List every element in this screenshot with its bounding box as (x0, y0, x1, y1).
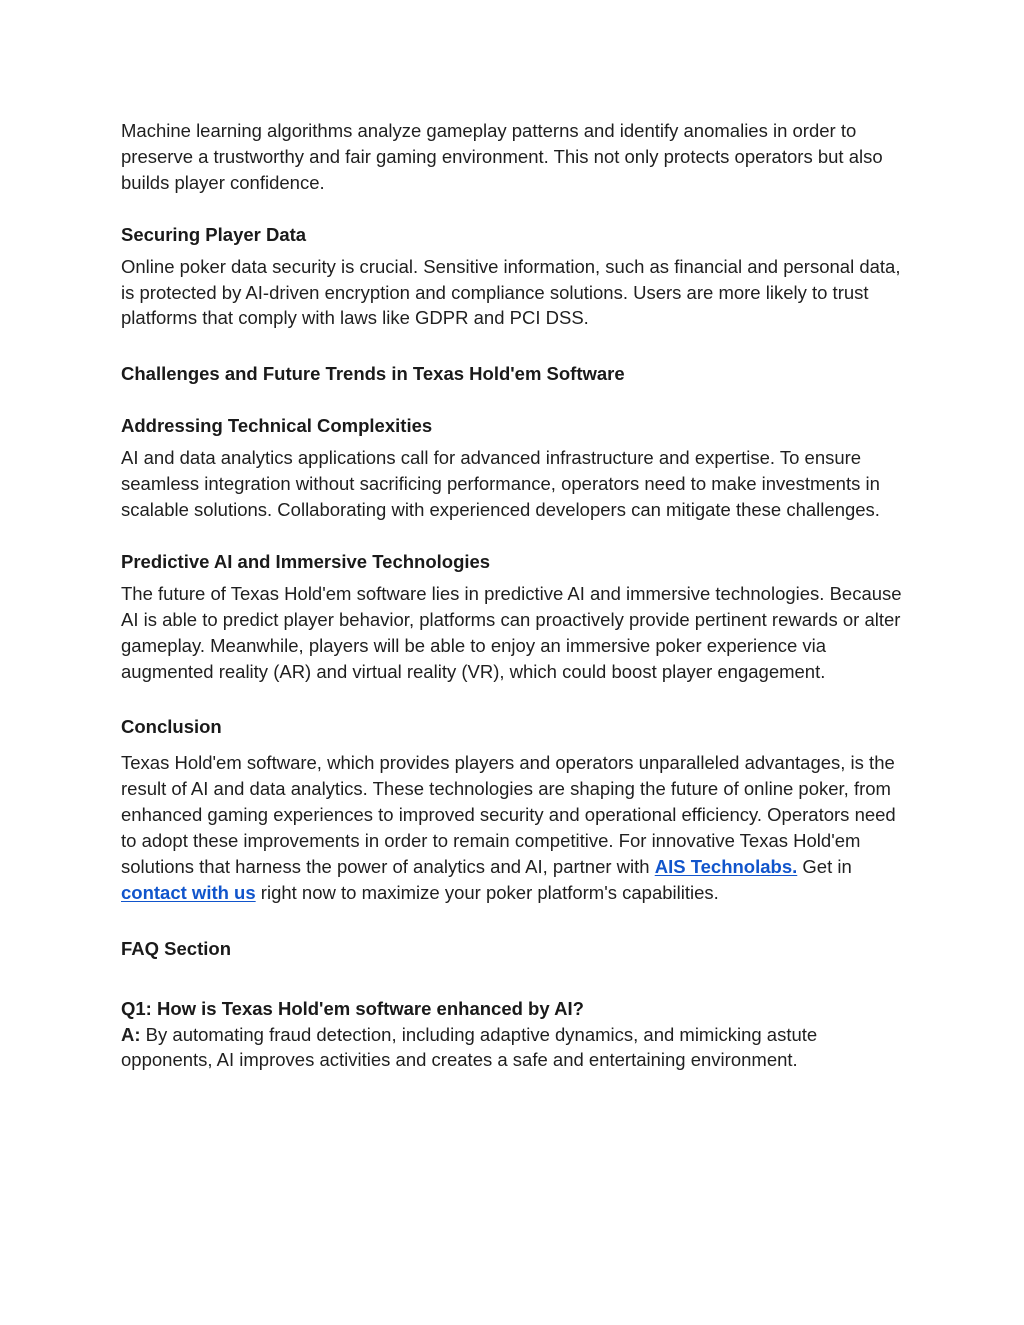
ais-technolabs-link[interactable]: AIS Technolabs. (654, 855, 798, 877)
predictive-paragraph: The future of Texas Hold'em software lies in predictive AI and immersive technologies. Because AI is able to predict player behavior, platforms can proactively provide pertinent rewards or alter gameplay. Meanwhile, players will be able to enjoy an immersive poker experience via augmented reality (AR) and virtual reality (VR), which could boost player engagement. (121, 582, 902, 682)
conclusion-text-before: Texas Hold'em software, which provides players and operators unparalleled advantages, is the result of AI and data analytics. These technologies are shaping the future of online poker, from enhanced gaming experiences to improved security and operational efficiency. Operators need to adopt these improvements in order to remain competitive. For innovative Texas Hold'em solutions that harness the power of analytics and AI, partner with (121, 752, 896, 877)
technical-paragraph: AI and data analytics applications call for advanced infrastructure and expertise. To ensure seamless integration without sacrificing performance, operators need to make investments in scalable solutions. Collaborating with experienced developers can mitigate these challenges. (121, 447, 880, 520)
faq-heading: FAQ Section (121, 937, 231, 959)
technical-heading: Addressing Technical Complexities (121, 415, 433, 437)
conclusion-heading: Conclusion (121, 716, 222, 738)
faq-question-1: Q1: How is Texas Hold'em software enhanced by AI? (121, 997, 584, 1019)
faq-answer-label: A: (121, 1023, 141, 1045)
faq-answer-1 (121, 1022, 911, 1074)
securing-heading: Securing Player Data (121, 223, 307, 245)
document-page (121, 118, 911, 1073)
conclusion-paragraph (121, 750, 911, 905)
faq-answer-text: By automating fraud detection, including adaptive dynamics, and mimicking astute opponents, AI improves activities and creates a safe and entertaining environment. (121, 1023, 818, 1071)
predictive-heading: Predictive AI and Immersive Technologies (121, 550, 491, 572)
securing-paragraph: Online poker data security is crucial. Sensitive information, such as financial and personal data, is protected by AI-driven encryption and compliance solutions. Users are more likely to trust platforms that comply with laws like GDPR and PCI DSS. (121, 255, 901, 329)
conclusion-text-after: right now to maximize your poker platform's capabilities. (255, 881, 719, 903)
intro-paragraph: Machine learning algorithms analyze gameplay patterns and identify anomalies in order to preserve a trustworthy and fair gaming environment. This not only protects operators but also builds player confidence. (121, 120, 883, 193)
conclusion-text-middle: Get in (797, 855, 852, 877)
contact-us-link[interactable]: contact with us (121, 881, 256, 903)
challenges-heading: Challenges and Future Trends in Texas Hold'em Software (121, 363, 625, 385)
